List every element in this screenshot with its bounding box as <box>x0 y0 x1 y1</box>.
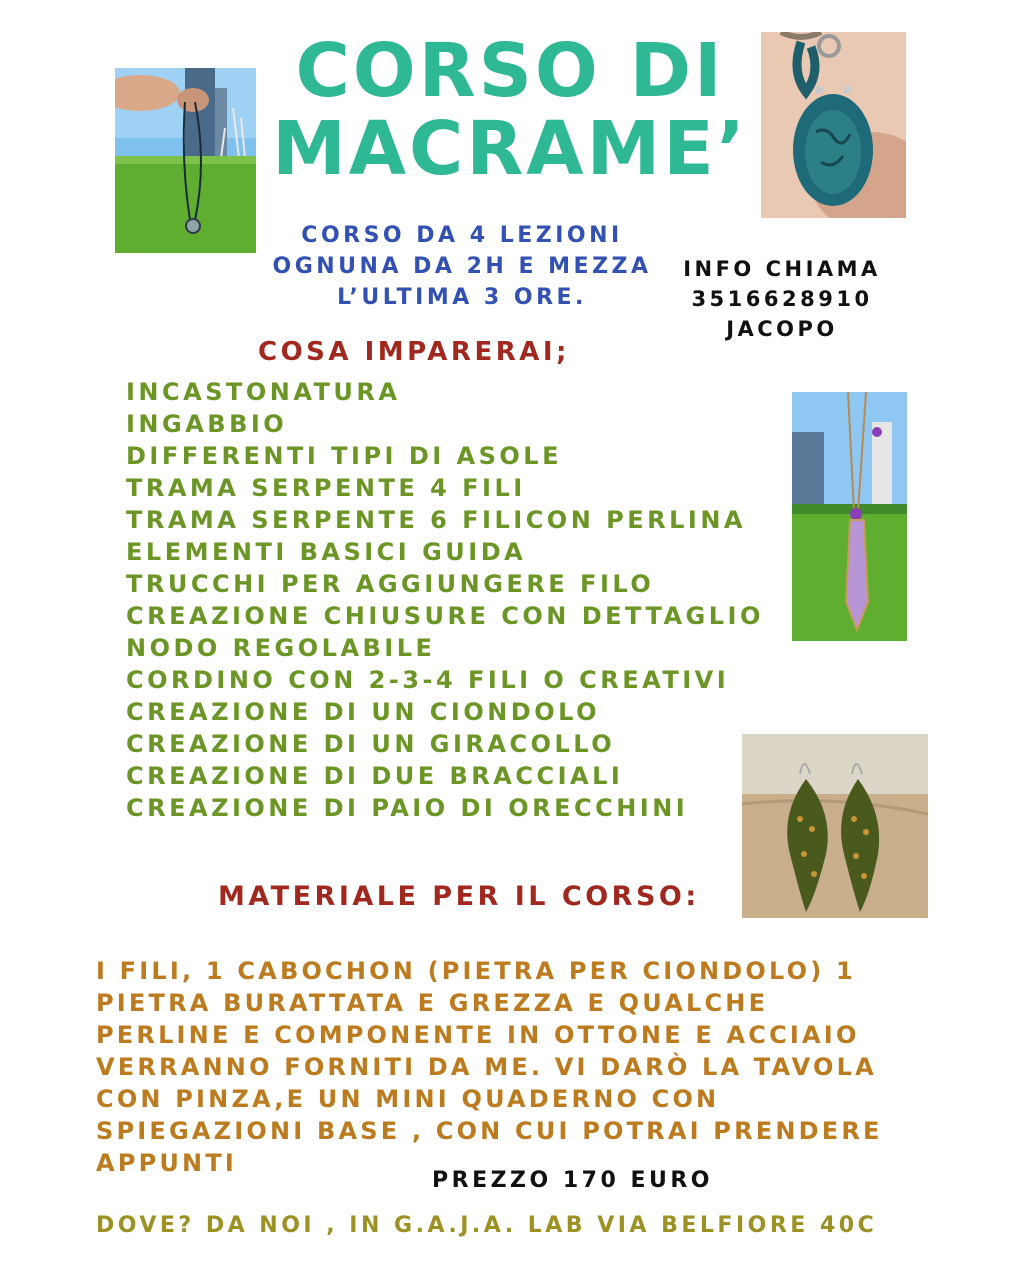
list-item: TRAMA SERPENTE 4 FILI <box>126 474 526 502</box>
contact-phone[interactable]: 3516628910 <box>691 287 873 311</box>
title-line-2: MACRAME’ <box>272 106 748 192</box>
list-item: TRUCCHI PER AGGIUNGERE FILO <box>126 570 655 598</box>
material-line: VERRANNO FORNITI DA ME. VI DARÒ LA TAVOLA <box>96 1053 877 1081</box>
photo-earrings <box>742 734 928 918</box>
list-item: DIFFERENTI TIPI DI ASOLE <box>126 442 562 470</box>
material-line: PIETRA BURATTATA E GREZZA E QUALCHE <box>96 989 769 1017</box>
skills-list <box>126 376 764 824</box>
contact-name: JACOPO <box>726 317 838 341</box>
material-heading: MATERIALE PER IL CORSO: <box>218 881 700 912</box>
learn-heading: COSA IMPARERAI; <box>258 337 570 367</box>
title-line-1: CORSO DI <box>295 28 725 114</box>
material-description <box>96 955 916 1179</box>
contact-label: INFO CHIAMA <box>683 257 881 281</box>
photo-necklace-park <box>115 68 256 253</box>
location-label: DOVE? DA NOI , IN G.A.J.A. LAB VIA BELFIORE 40C <box>96 1213 878 1238</box>
subtitle-line-1: CORSO DA 4 LEZIONI <box>301 223 623 248</box>
material-line: I FILI, 1 CABOCHON (PIETRA PER CIONDOLO) 1 <box>96 957 856 985</box>
list-item: CREAZIONE DI UN CIONDOLO <box>126 698 600 726</box>
list-item: TRAMA SERPENTE 6 FILICON PERLINA <box>126 506 746 534</box>
list-item: INCASTONATURA <box>126 378 401 406</box>
list-item: CREAZIONE DI DUE BRACCIALI <box>126 762 624 790</box>
material-line: CON PINZA,E UN MINI QUADERNO CON <box>96 1085 720 1113</box>
photo-amethyst-pendant <box>792 392 907 641</box>
material-line: SPIEGAZIONI BASE , CON CUI POTRAI PRENDERE <box>96 1117 883 1145</box>
subtitle-line-2: OGNUNA DA 2H E MEZZA <box>272 254 652 279</box>
contact-info <box>672 254 892 344</box>
list-item: INGABBIO <box>126 410 288 438</box>
list-item: ELEMENTI BASICI GUIDA <box>126 538 527 566</box>
subtitle-line-3: L’ULTIMA 3 ORE. <box>337 285 587 310</box>
material-line: PERLINE E COMPONENTE IN OTTONE E ACCIAIO <box>96 1021 860 1049</box>
page-title <box>250 28 770 192</box>
photo-pendant-closeup <box>761 32 906 218</box>
list-item: CREAZIONE CHIUSURE CON DETTAGLIO <box>126 602 764 630</box>
list-item: NODO REGOLABILE <box>126 634 436 662</box>
list-item: CREAZIONE DI PAIO DI ORECCHINI <box>126 794 689 822</box>
material-line: APPUNTI <box>96 1149 238 1177</box>
list-item: CORDINO CON 2-3-4 FILI O CREATIVI <box>126 666 730 694</box>
list-item: CREAZIONE DI UN GIRACOLLO <box>126 730 616 758</box>
price-label: PREZZO 170 EURO <box>432 1168 713 1193</box>
course-subtitle <box>252 220 672 313</box>
